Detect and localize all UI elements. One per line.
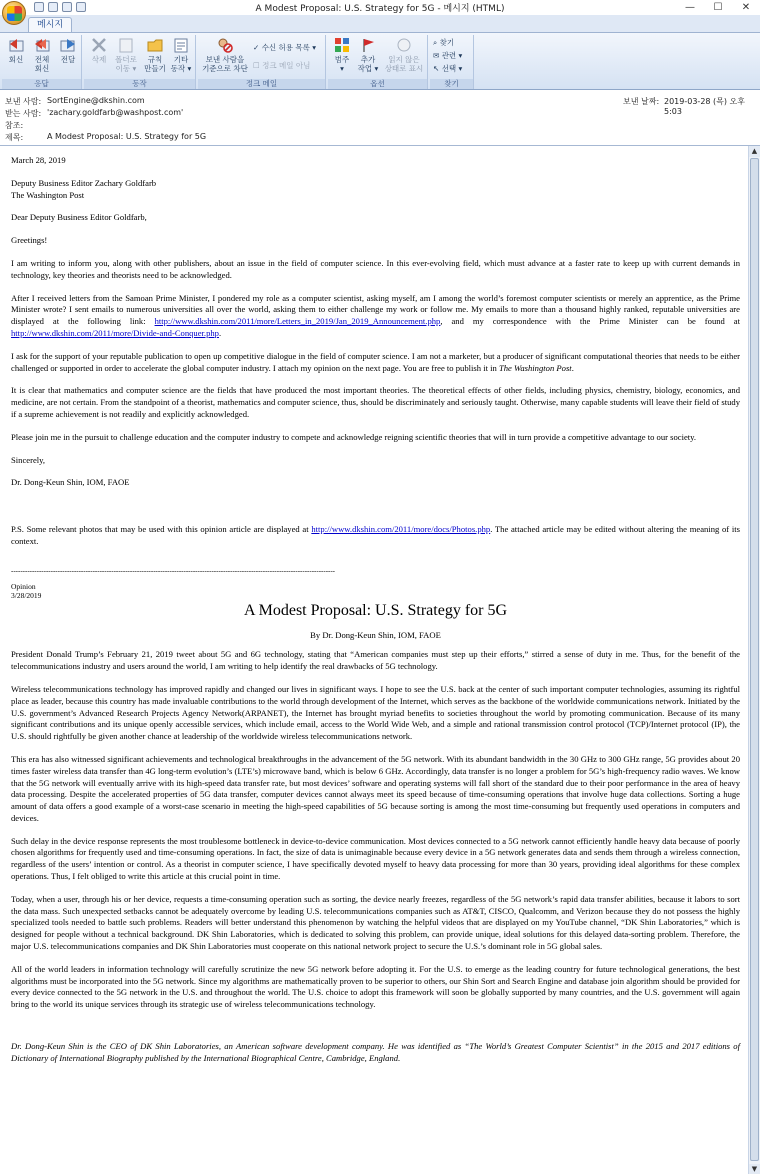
to-label: 받는 사람: bbox=[5, 109, 42, 118]
article-paragraph-4: Such delay in the device response represents the most troublesome bottleneck in device-to-device communication. Most devices connected to a 5G network cannot efficiently handle heavy data because of poorly chosen algorithms for frequently used and time-consuming operations. In fact, the size of data is unimaginable because every device in a 5G network generates data and sends them through a wireless connection, regardless of the users’ intention or control. As a theorist in computer science, I have specifically devoted myself to heavy data processing for more than 30 years, providing ideal algorithms for these complex operations. Thus, I felt obliged to write this article at this crucial point in time. bbox=[11, 835, 740, 882]
group-junk bbox=[198, 35, 326, 89]
mark-unread-icon bbox=[395, 37, 413, 53]
scroll-up-icon[interactable]: ▲ bbox=[749, 146, 760, 157]
create-rule-button[interactable]: 규칙 만들기 bbox=[142, 37, 168, 73]
minimize-button[interactable]: — bbox=[685, 2, 695, 13]
delete-icon bbox=[90, 37, 108, 53]
move-to-folder-button[interactable]: 폴더로 이동 ▾ bbox=[112, 37, 140, 73]
close-button[interactable]: ✕ bbox=[741, 2, 751, 13]
group-actions bbox=[84, 35, 196, 89]
letter-paragraph-1: I am writing to inform you, along with other publishers, about an issue in the field of computer science. In this ever-evolving field, which must advance at a faster rate to keep up with current demands in technology, key theories and theorists need to be acknowledged. bbox=[11, 257, 740, 280]
article-section: Opinion bbox=[11, 581, 36, 591]
find-button[interactable]: ⌕ 찾기 bbox=[433, 38, 455, 47]
sent-label: 보낸 날짜: bbox=[623, 97, 660, 106]
forward-icon bbox=[59, 37, 77, 53]
not-junk-button[interactable]: ☐ 정크 메일 아님 bbox=[253, 61, 311, 70]
message-content bbox=[11, 155, 740, 1076]
letter-paragraph-4: It is clear that mathematics and computer science are the fields that have produced the most important theories. The theoretical effects of other fields, including physics, chemistry, biology, economics, and medicine, are not certain. From the standpoint of a theorist, mathematics and computer science, thus, should be discriminately and seriously taught. Otherwise, many capable students will leave their field of study if a supreme achievement is not readily and explicitly acknowledged. bbox=[11, 385, 740, 419]
group-label-actions: 동작 bbox=[84, 79, 195, 89]
tab-message[interactable]: 메시지 bbox=[28, 17, 72, 32]
ribbon-tabs bbox=[0, 15, 760, 32]
reply-icon bbox=[7, 37, 25, 53]
photos-link[interactable]: http://www.dkshin.com/2011/more/docs/Photos.php bbox=[311, 524, 491, 535]
divide-and-conquer-link[interactable]: http://www.dkshin.com/2011/more/Divide-and-Conquer.php bbox=[11, 327, 219, 338]
letter-signature: Dr. Dong-Keun Shin, IOM, FAOE bbox=[11, 477, 130, 488]
from-label: 보낸 사람: bbox=[5, 97, 42, 106]
reply-all-icon bbox=[33, 37, 51, 53]
other-actions-button[interactable]: 기타 동작 ▾ bbox=[169, 37, 193, 73]
ribbon bbox=[0, 32, 760, 90]
reply-button[interactable]: 회신 bbox=[5, 37, 27, 64]
forward-button[interactable]: 전달 bbox=[57, 37, 79, 64]
letter-paragraph-3: I ask for the support of your reputable publication to open up competitive dialogue in the field of computer science. I am not a marketer, but a producer of significant computational theories that needs to be either challenged or supported in order to accelerate the global computer industry. I attach my opinion on the next page. You are free to publish it in The Washington Post. bbox=[11, 350, 740, 373]
message-header bbox=[0, 90, 760, 145]
sent-value: 2019-03-28 (목) 오후 5:03 bbox=[664, 97, 746, 116]
article-paragraph-5: Today, when a user, through his or her device, requests a time-consuming operation such as sorting, the device nearly freezes, regardless of the 5G network’s rapid data transfer abilities, because it labors to sort the data mass. Such unexpected setbacks cannot be adequately overcome by leading U.S. telecommunications companies such as AT&T, CISCO, Qualcomm, and Verizon because they do not possess the highly specialized tools needed to battle such problems. Readers will better understand this phenomenon by watching the helpful videos that are displayed on my YouTube channel, “DK Shin Laboratories,” which is designed for people without a technical background. DK Shin Laboratories, which is dedicated to solving this problem, can provide unique, ideal solutions for this delayed data-sorting problem. Therefore, the major U.S. telecommunications companies and DK Shin Laboratories must cooperate on this national network project to secure the U.S.’s dominant role in 5G global sales. bbox=[11, 893, 740, 952]
article-byline: By Dr. Dong-Keun Shin, IOM, FAOE bbox=[310, 629, 441, 640]
separator-line: ------------------------------------------------------------------------------------------------------------------------------------------- bbox=[11, 566, 336, 575]
maximize-button[interactable]: ☐ bbox=[713, 2, 723, 13]
to-value[interactable]: 'zachary.goldfarb@washpost.com' bbox=[47, 108, 184, 117]
categorize-icon bbox=[333, 37, 351, 53]
not-junk-icon: ☐ bbox=[253, 61, 260, 70]
flag-icon bbox=[359, 37, 377, 53]
letter-greeting: Greetings! bbox=[11, 235, 48, 246]
vertical-scrollbar[interactable] bbox=[748, 146, 760, 1174]
group-label-find: 찾기 bbox=[430, 79, 473, 89]
group-find bbox=[430, 35, 474, 89]
related-button[interactable]: ✉ 관련 ▾ bbox=[433, 51, 463, 60]
reply-all-button[interactable]: 전체 회신 bbox=[30, 37, 54, 73]
group-label-junk: 정크 메일 bbox=[198, 79, 325, 89]
scroll-thumb[interactable] bbox=[750, 158, 759, 1161]
author-bio: Dr. Dong-Keun Shin is the CEO of DK Shin Laboratories, an American software development company. He was identified as “The World’s Greatest Computer Scientist” in the 2015 and 2017 editions of Dictionary of International Biography published by the International Biographical Centre, Cambridge, England. bbox=[11, 1041, 740, 1063]
subject-label: 제목: bbox=[5, 133, 24, 142]
binoculars-icon: ⌕ bbox=[433, 38, 438, 47]
other-actions-icon bbox=[172, 37, 190, 53]
letter-paragraph-5: Please join me in the pursuit to challenge education and the computer industry to compete and acknowledge reigning scientific theories that will in turn provide a competitive advantage to our society. bbox=[11, 431, 697, 442]
letter-postscript: P.S. Some relevant photos that may be used with this opinion article are displayed at http://www.dkshin.com/2011/more/docs/Photos.php. The attached article may be edited without altering the meaning of its context. bbox=[11, 524, 740, 546]
letter-salutation: Dear Deputy Business Editor Goldfarb, bbox=[11, 212, 147, 223]
article-title: A Modest Proposal: U.S. Strategy for 5G bbox=[243, 601, 508, 619]
from-value[interactable]: SortEngine@dkshin.com bbox=[47, 96, 145, 105]
subject-value: A Modest Proposal: U.S. Strategy for 5G bbox=[47, 132, 207, 141]
scroll-down-icon[interactable]: ▼ bbox=[749, 1164, 760, 1174]
letter-paragraph-2: After I received letters from the Samoan Prime Minister, I pondered my role as a computer scientist, asking myself, am I among the world’s foremost computer scientists or merely an apprentice, as the Prime Minister wrote? I sent emails to numerous universities all over the world, asking them to either challenge my work or follow me. My emails to more than a thousand highly ranked, reputable universities are displayed at the following link: http://www.dkshin.com/2011/more/Letters_in_2019/Jan_2019_Announcement.php, and my correspondence with the Prime Minister can be found at http://www.dkshin.com/2011/more/Divide-and-Conquer.php. bbox=[11, 292, 740, 338]
article-paragraph-6: All of the world leaders in information technology will carefully scrutinize the new 5G network before adopting it. For the U.S. to emerge as the leading country for future technological generations, the best algorithms must be incorporated into the 5G network. Since my algorithms are mathematically proven to be superior to others, our Shin Sort and Search Engine and database join algorithm should be provided for every device connected to the 5G network in the U.S. and throughout the world. The U.S. choice to adopt this framework will soon be globally supported by many countries, and the U.S. government will again bring to the world its unique services through its strategic use of wireless telecommunications technology. bbox=[11, 963, 740, 1010]
block-sender-button[interactable]: 보낸 사람을 기준으로 차단 bbox=[200, 37, 250, 73]
letters-link[interactable]: http://www.dkshin.com/2011/more/Letters_in_2019/Jan_2019_Announcement.php bbox=[154, 316, 441, 327]
article-paragraph-2: Wireless telecommunications technology has improved rapidly and changed our lives in significant ways. I hope to see the U.S. back at the center of such important computer technologies, assuming its rightful place as leader, because this country has made invaluable contributions to the world through development of the Internet, which serves as the backbone of the worldwide communications network. Initiated by the U.S. government’s Advanced Research Projects Agency Network(ARPANET), the Internet has brought myriad benefits to societies throughout the world by promoting communication. Because of its many significant contributions and its unique openly accessible services, which include email, access to the World Wide Web, and a simple and rational transmission control protocol (TCP)/Internet protocol (IP), the U.S. should rightfully be given another chance at leadership of the worldwide wireless telecommunications network. bbox=[11, 683, 740, 742]
message-body bbox=[0, 145, 760, 1174]
safe-list-button[interactable]: ✓ 수신 허용 목록 ▾ bbox=[253, 43, 317, 52]
title-bar bbox=[0, 0, 760, 15]
window-title: A Modest Proposal: U.S. Strategy for 5G - 메시지 (HTML) bbox=[255, 4, 505, 14]
block-sender-icon bbox=[216, 37, 234, 53]
cc-label: 참조: bbox=[5, 121, 24, 130]
move-to-folder-icon bbox=[117, 37, 135, 53]
office-button[interactable] bbox=[2, 1, 26, 25]
article-date: 3/28/2019 bbox=[11, 590, 42, 600]
group-label-options: 옵션 bbox=[328, 79, 427, 89]
group-options bbox=[328, 35, 428, 89]
select-button[interactable]: ↖ 선택 ▾ bbox=[433, 64, 463, 73]
select-icon: ↖ bbox=[433, 64, 440, 73]
article-paragraph-3: This era has also witnessed significant achievements and technological breakthroughs in the advancement of the 5G network. With its abundant bandwidth in the 30 GHz to 300 GHz range, 5G provides about 20 times faster wireless data transfer than 4G long-term evolution’s (LTE’s) microwave band, which is below 6 GHz. Accordingly, data transfer is no longer a problem for 5G’s high-frequency radio waves. We know that the 5G network will eventually arrive with its high-speed data transfer rate, but most devices’ software and operating systems will fall short of the standard due to their poor performance in the area of heavy data processing. Despite the accelerated properties of 5G data transfer, computer devices cannot always meet its speed because of time-consuming operations that involve huge data collections. Sorting a huge amount of data offers a good example of a worst-case scenario in meeting the high-speed capabilities of 5G because sorting is among the most time-consuming but frequently used operations in computers and devices. bbox=[11, 753, 740, 823]
mark-unread-button[interactable]: 읽지 않은 상태로 표시 bbox=[383, 37, 425, 73]
create-rule-icon bbox=[146, 37, 164, 53]
categorize-button[interactable]: 범주 ▾ bbox=[330, 37, 354, 73]
letter-recipient: Deputy Business Editor Zachary Goldfarb The Washington Post bbox=[11, 177, 157, 200]
related-icon: ✉ bbox=[433, 51, 440, 60]
safe-list-icon: ✓ bbox=[253, 43, 260, 52]
group-label-respond: 응답 bbox=[2, 79, 81, 89]
follow-up-button[interactable]: 추가 작업 ▾ bbox=[355, 37, 381, 73]
group-respond bbox=[2, 35, 82, 89]
office-logo-icon bbox=[7, 6, 22, 21]
delete-button[interactable]: 삭제 bbox=[87, 37, 111, 64]
letter-closing: Sincerely, bbox=[11, 454, 46, 465]
article-paragraph-1: President Donald Trump’s February 21, 2019 tweet about 5G and 6G technology, stating that “American companies must step up their efforts,” stirred a sense of duty in me. Thus, for the benefit of the telecommunications industry and users around the world, I am writing to help identify the real drawbacks of 5G technology. bbox=[11, 649, 740, 672]
letter-date: March 28, 2019 bbox=[11, 155, 66, 165]
